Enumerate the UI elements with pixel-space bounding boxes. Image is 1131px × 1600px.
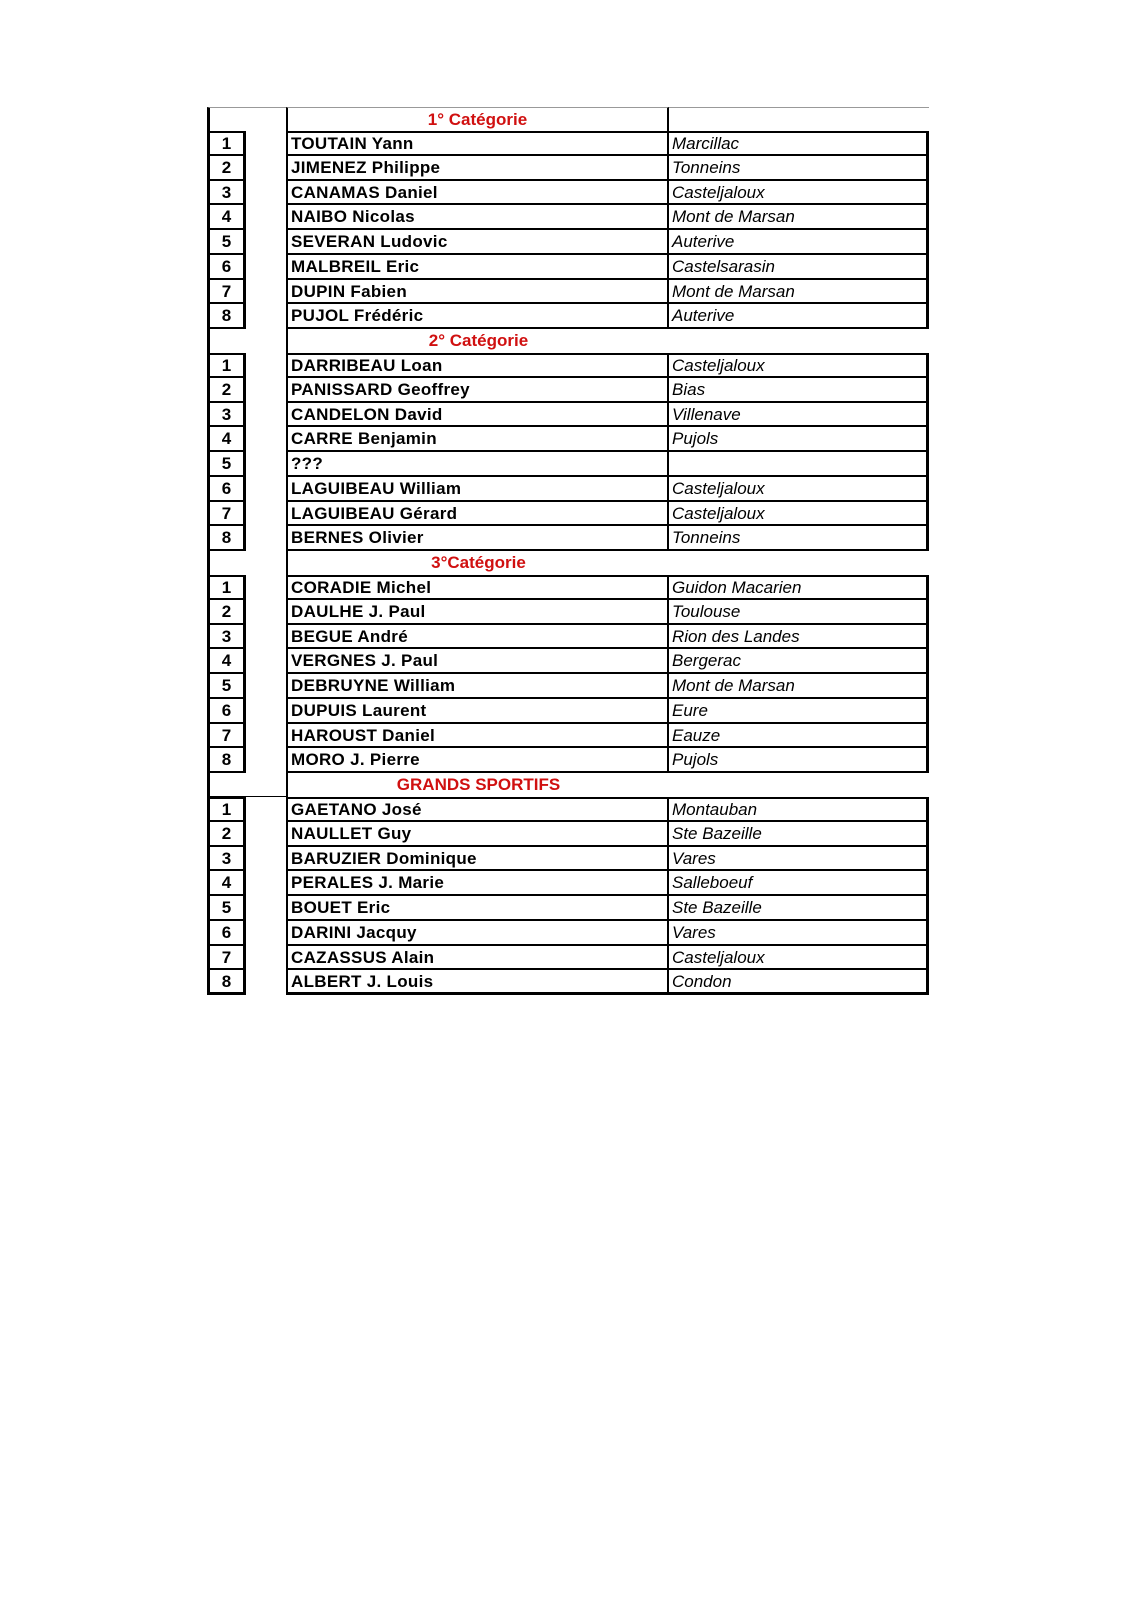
blank-cell: [245, 230, 286, 255]
blank-cell: [245, 280, 286, 305]
club-cell: Mont de Marsan: [667, 674, 929, 699]
category-title: 2° Catégorie: [286, 329, 669, 353]
club-cell: Castelsarasin: [667, 255, 929, 280]
table-row: [207, 205, 929, 230]
header-spacer: [207, 551, 286, 575]
rank-cell: 4: [207, 205, 245, 230]
table-row: [207, 230, 929, 255]
club-cell: Vares: [667, 921, 929, 946]
rank-cell: 7: [207, 280, 245, 305]
table-row: [207, 748, 929, 773]
table-row: [207, 131, 929, 156]
rider-name-cell: PUJOL Frédéric: [286, 304, 669, 329]
table-row: [207, 526, 929, 551]
category-header: [207, 107, 929, 131]
rider-name-cell: CANDELON David: [286, 403, 669, 428]
header-spacer: [207, 773, 286, 797]
rider-name-cell: VERGNES J. Paul: [286, 649, 669, 674]
club-cell: Salleboeuf: [667, 871, 929, 896]
table-row: [207, 797, 929, 822]
rider-name-cell: TOUTAIN Yann: [286, 131, 669, 156]
table-row: [207, 946, 929, 971]
rider-name-cell: MORO J. Pierre: [286, 748, 669, 773]
club-cell: Eure: [667, 699, 929, 724]
rider-name-cell: CARRE Benjamin: [286, 427, 669, 452]
blank-cell: [245, 575, 286, 600]
table-row: [207, 477, 929, 502]
rank-cell: 6: [207, 921, 245, 946]
rider-name-cell: PERALES J. Marie: [286, 871, 669, 896]
rank-cell: 6: [207, 699, 245, 724]
category-header: [207, 773, 929, 797]
rank-cell: 3: [207, 625, 245, 650]
club-cell: Tonneins: [667, 156, 929, 181]
rank-cell: 2: [207, 378, 245, 403]
header-spacer: [207, 329, 286, 353]
blank-cell: [245, 304, 286, 329]
rank-cell: 5: [207, 674, 245, 699]
rank-cell: 7: [207, 946, 245, 971]
blank-cell: [245, 181, 286, 206]
blank-cell: [245, 946, 286, 971]
club-cell: Casteljaloux: [667, 353, 929, 378]
category-title: 3°Catégorie: [286, 551, 669, 575]
blank-cell: [245, 378, 286, 403]
rider-name-cell: SEVERAN Ludovic: [286, 230, 669, 255]
rider-name-cell: DUPUIS Laurent: [286, 699, 669, 724]
club-cell: Rion des Landes: [667, 625, 929, 650]
blank-cell: [245, 600, 286, 625]
rank-cell: 1: [207, 353, 245, 378]
table-row: [207, 822, 929, 847]
table-row: [207, 600, 929, 625]
table-row: [207, 502, 929, 527]
rank-cell: 7: [207, 502, 245, 527]
blank-cell: [245, 674, 286, 699]
club-cell: Condon: [667, 970, 929, 995]
rank-cell: 1: [207, 797, 245, 822]
rider-name-cell: JIMENEZ Philippe: [286, 156, 669, 181]
blank-cell: [245, 403, 286, 428]
results-table: [207, 107, 929, 995]
rank-cell: 4: [207, 649, 245, 674]
club-cell: Ste Bazeille: [667, 822, 929, 847]
club-cell: Eauze: [667, 724, 929, 749]
club-cell: Montauban: [667, 797, 929, 822]
rank-cell: 2: [207, 156, 245, 181]
table-row: [207, 896, 929, 921]
club-cell: Auterive: [667, 304, 929, 329]
club-cell: Marcillac: [667, 131, 929, 156]
header-spacer: [207, 107, 286, 131]
rank-cell: 3: [207, 403, 245, 428]
rider-name-cell: GAETANO José: [286, 797, 669, 822]
table-row: [207, 970, 929, 995]
table-row: [207, 353, 929, 378]
blank-cell: [245, 353, 286, 378]
rank-cell: 8: [207, 748, 245, 773]
table-row: [207, 378, 929, 403]
blank-cell: [245, 921, 286, 946]
rider-name-cell: DEBRUYNE William: [286, 674, 669, 699]
rider-name-cell: CORADIE Michel: [286, 575, 669, 600]
rider-name-cell: LAGUIBEAU Gérard: [286, 502, 669, 527]
rank-cell: 7: [207, 724, 245, 749]
rank-cell: 3: [207, 181, 245, 206]
rider-name-cell: MALBREIL Eric: [286, 255, 669, 280]
blank-cell: [245, 649, 286, 674]
table-row: [207, 724, 929, 749]
club-cell: Casteljaloux: [667, 477, 929, 502]
blank-cell: [245, 748, 286, 773]
category-header: [207, 329, 929, 353]
rider-name-cell: ALBERT J. Louis: [286, 970, 669, 995]
blank-cell: [245, 156, 286, 181]
club-cell: Ste Bazeille: [667, 896, 929, 921]
blank-cell: [245, 131, 286, 156]
rank-cell: 1: [207, 131, 245, 156]
rank-cell: 1: [207, 575, 245, 600]
blank-cell: [245, 970, 286, 995]
rank-cell: 6: [207, 477, 245, 502]
blank-cell: [245, 797, 286, 822]
rank-cell: 3: [207, 847, 245, 872]
rider-name-cell: LAGUIBEAU William: [286, 477, 669, 502]
club-cell: Mont de Marsan: [667, 205, 929, 230]
category-header: [207, 551, 929, 575]
table-row: [207, 674, 929, 699]
blank-cell: [245, 871, 286, 896]
club-cell: Tonneins: [667, 526, 929, 551]
blank-cell: [245, 427, 286, 452]
rider-name-cell: BARUZIER Dominique: [286, 847, 669, 872]
table-row: [207, 921, 929, 946]
table-row: [207, 649, 929, 674]
rider-name-cell: ???: [286, 452, 669, 477]
club-cell: Pujols: [667, 427, 929, 452]
rider-name-cell: NAULLET Guy: [286, 822, 669, 847]
category-title: GRANDS SPORTIFS: [286, 773, 669, 797]
rider-name-cell: DARRIBEAU Loan: [286, 353, 669, 378]
rank-cell: 8: [207, 526, 245, 551]
table-row: [207, 255, 929, 280]
blank-cell: [245, 699, 286, 724]
rider-name-cell: NAIBO Nicolas: [286, 205, 669, 230]
category-title: 1° Catégorie: [286, 107, 669, 131]
table-row: [207, 403, 929, 428]
club-cell: Bergerac: [667, 649, 929, 674]
rider-name-cell: BOUET Eric: [286, 896, 669, 921]
blank-cell: [245, 896, 286, 921]
club-cell: Pujols: [667, 748, 929, 773]
rider-name-cell: BEGUE André: [286, 625, 669, 650]
club-cell: Villenave: [667, 403, 929, 428]
rider-name-cell: DARINI Jacquy: [286, 921, 669, 946]
club-cell: Vares: [667, 847, 929, 872]
table-row: [207, 156, 929, 181]
blank-cell: [245, 847, 286, 872]
blank-cell: [245, 452, 286, 477]
table-row: [207, 427, 929, 452]
table-row: [207, 304, 929, 329]
table-row: [207, 871, 929, 896]
club-cell: Guidon Macarien: [667, 575, 929, 600]
blank-cell: [245, 526, 286, 551]
table-row: [207, 847, 929, 872]
rank-cell: 4: [207, 427, 245, 452]
table-row: [207, 280, 929, 305]
club-cell: Auterive: [667, 230, 929, 255]
table-row: [207, 452, 929, 477]
table-row: [207, 699, 929, 724]
rank-cell: 4: [207, 871, 245, 896]
rider-name-cell: PANISSARD Geoffrey: [286, 378, 669, 403]
club-cell: Bias: [667, 378, 929, 403]
blank-cell: [245, 822, 286, 847]
club-cell: Toulouse: [667, 600, 929, 625]
blank-cell: [245, 255, 286, 280]
club-cell: Mont de Marsan: [667, 280, 929, 305]
rider-name-cell: DUPIN Fabien: [286, 280, 669, 305]
rider-name-cell: BERNES Olivier: [286, 526, 669, 551]
rider-name-cell: CANAMAS Daniel: [286, 181, 669, 206]
table-row: [207, 181, 929, 206]
rank-cell: 2: [207, 822, 245, 847]
rank-cell: 5: [207, 230, 245, 255]
blank-cell: [245, 205, 286, 230]
rider-name-cell: HAROUST Daniel: [286, 724, 669, 749]
club-cell: [667, 452, 929, 477]
rank-cell: 8: [207, 970, 245, 995]
table-row: [207, 575, 929, 600]
rank-cell: 5: [207, 452, 245, 477]
rank-cell: 8: [207, 304, 245, 329]
rider-name-cell: DAULHE J. Paul: [286, 600, 669, 625]
header-spacer: [669, 107, 929, 131]
blank-cell: [245, 724, 286, 749]
blank-cell: [245, 625, 286, 650]
rank-cell: 2: [207, 600, 245, 625]
club-cell: Casteljaloux: [667, 181, 929, 206]
rank-cell: 5: [207, 896, 245, 921]
club-cell: Casteljaloux: [667, 946, 929, 971]
rider-name-cell: CAZASSUS Alain: [286, 946, 669, 971]
table-row: [207, 625, 929, 650]
club-cell: Casteljaloux: [667, 502, 929, 527]
rank-cell: 6: [207, 255, 245, 280]
blank-cell: [245, 477, 286, 502]
blank-cell: [245, 502, 286, 527]
